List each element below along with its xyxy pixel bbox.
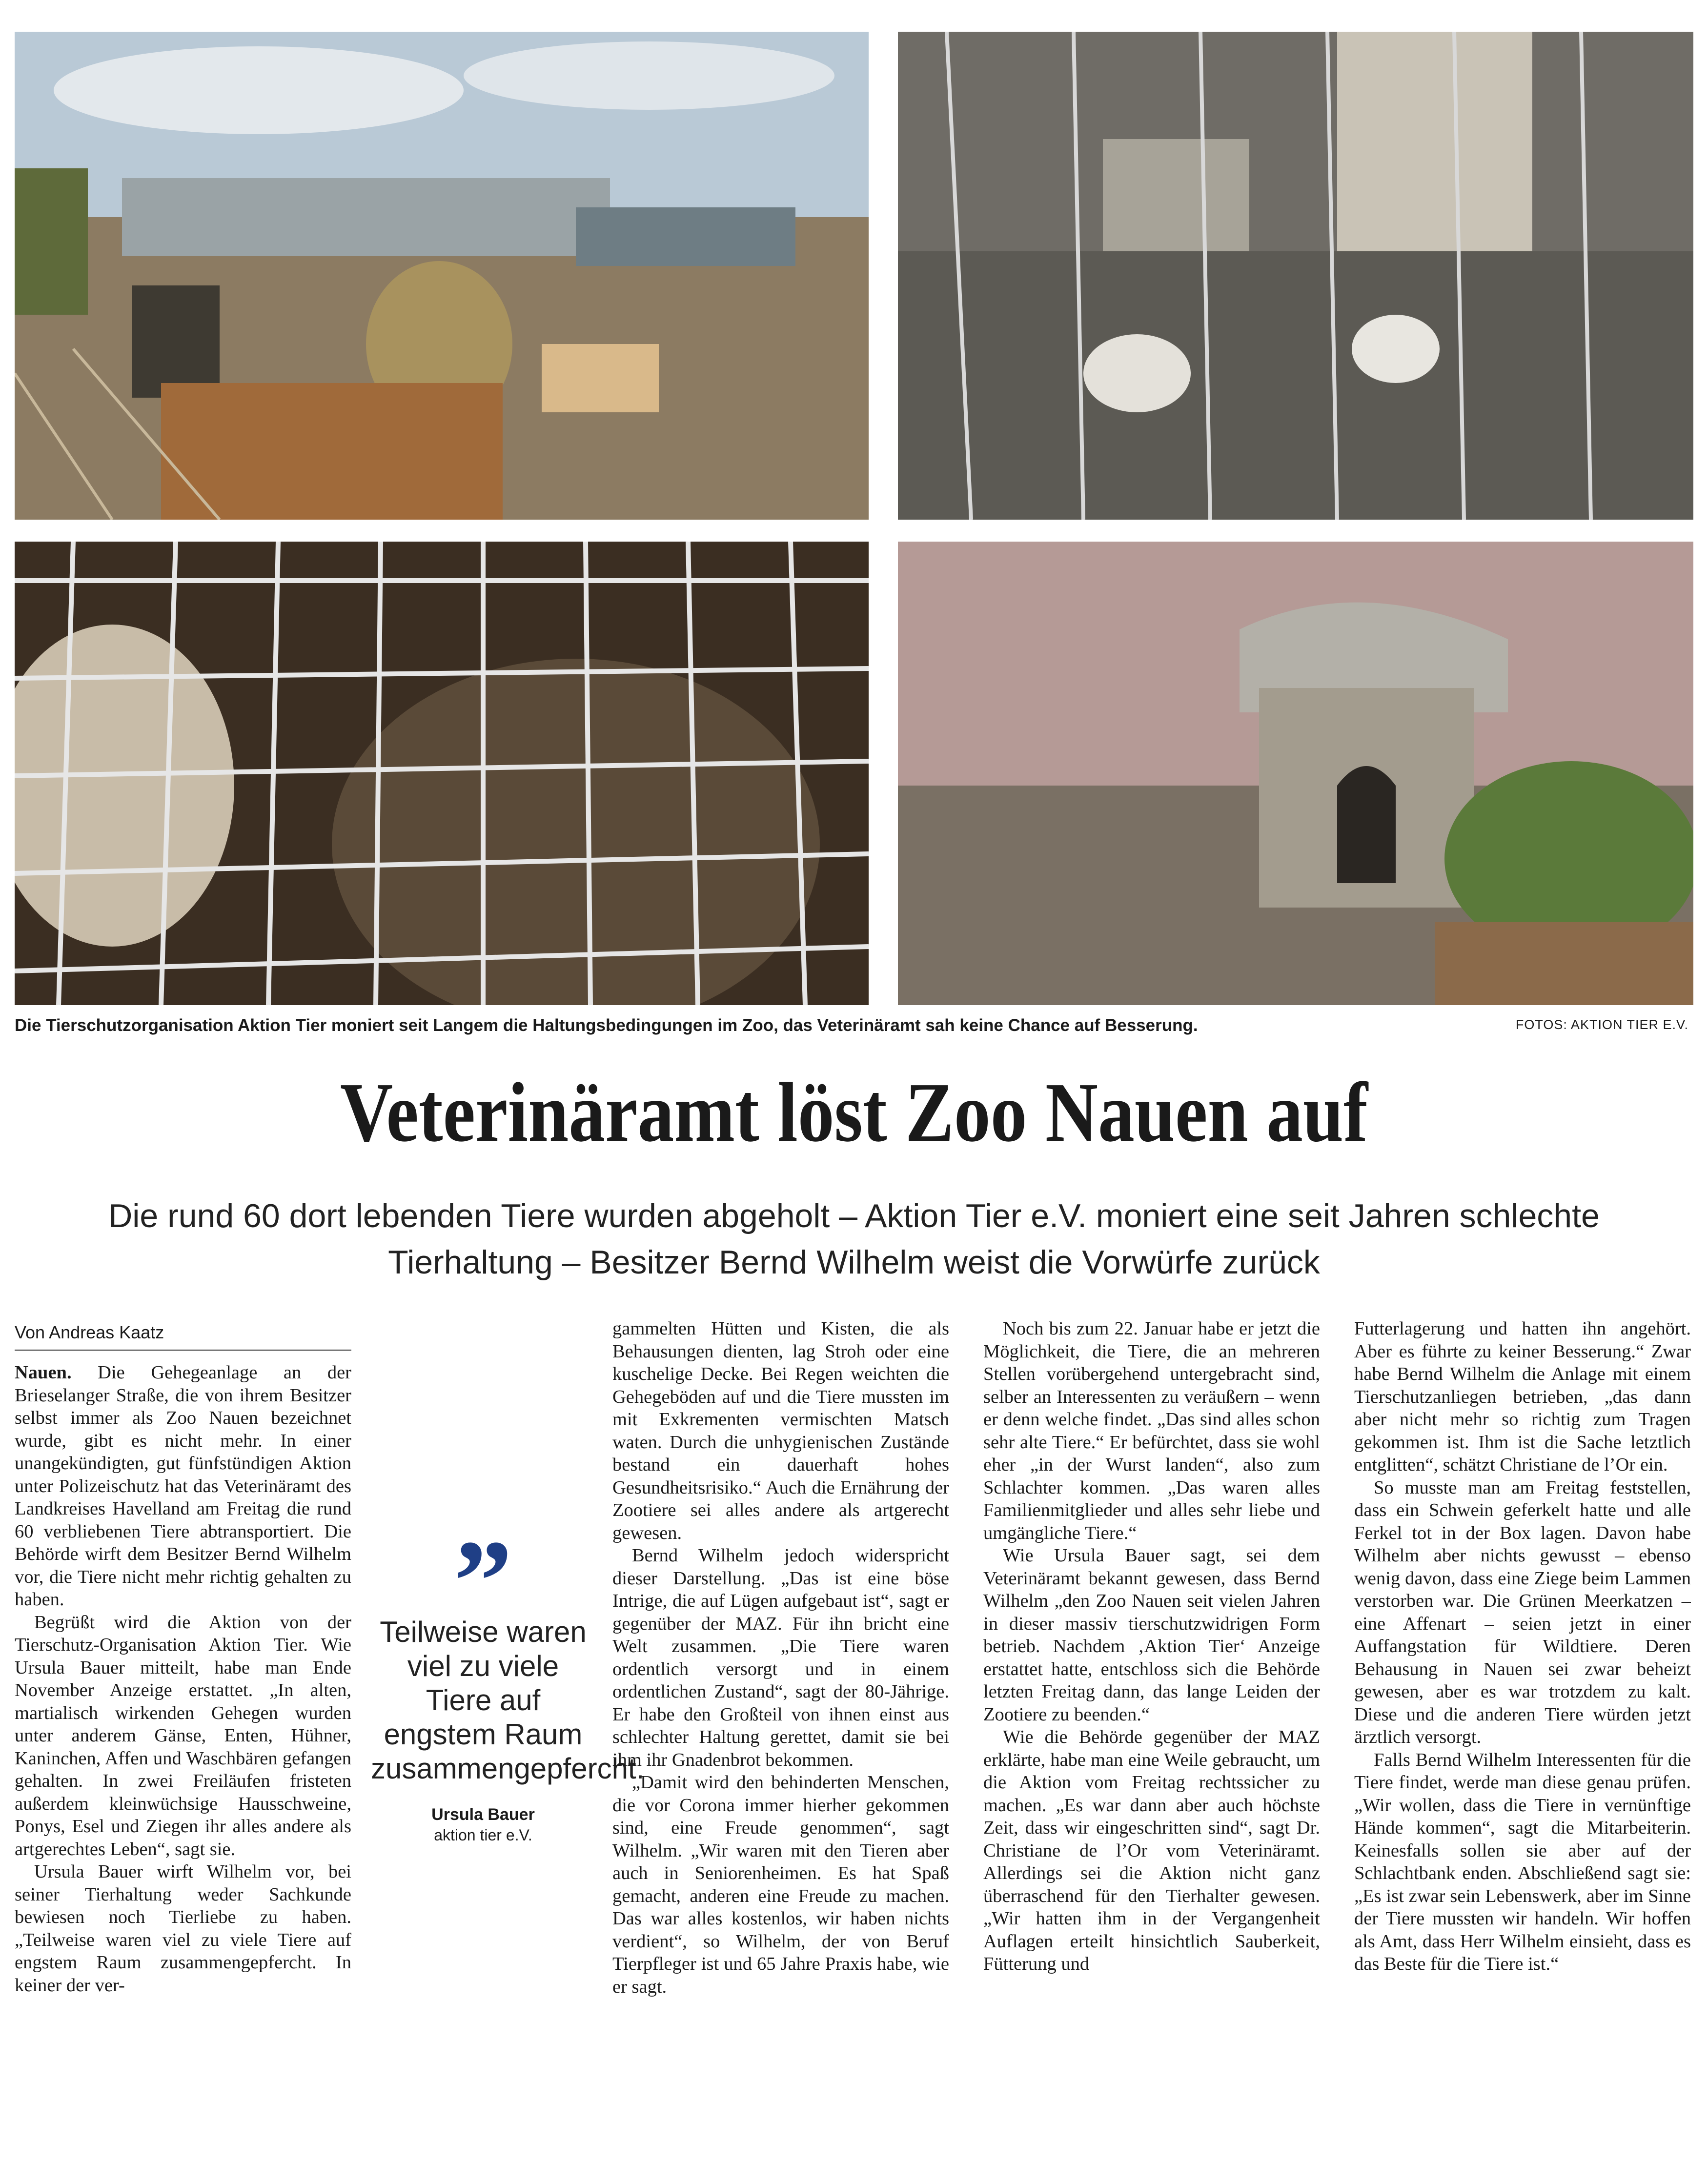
dateline: Nauen. [15, 1362, 72, 1383]
headline: Veterinäramt löst Zoo Nauen auf [340, 1065, 1368, 1159]
photo-credit: FOTOS: AKTION TIER E.V. [1515, 1017, 1688, 1032]
quote-mark-icon: ” [454, 1516, 512, 1646]
paragraph: gammelten Hütten und Kisten, die als Behausungen dienten, lag Stroh oder eine kuschelige Decke. Bei Regen weichten die Gehegeböden auf und die Tiere mussten im mit Exkrementen vermischten Matsch waten. Durch die unhygienischen Zustände bestand ein dauerhaft hohes Gesundheitsrisiko.“ Auch die Ernährung der Zootiere sei alles andere als artgerecht gewesen. [612, 1318, 949, 1543]
photo-animal-hut [898, 542, 1693, 1005]
photo-monkey-cage [15, 542, 869, 1005]
subheadline: Die rund 60 dort lebenden Tiere wurden abgeholt – Aktion Tier e.V. moniert eine seit Jahren schlechte Tierhaltung – Besitzer Bernd Wilhelm weist die Vorwürfe zurück [108, 1197, 1600, 1281]
paragraph: So musste man am Freitag feststellen, dass ein Schwein geferkelt hatte und alle Ferkel tot in der Box lagen. Davon habe Wilhelm aber nichts gewusst – ebenso wenig davon, dass eine Ziege beim Lammen verstorben war. Die Grünen Meerkatzen – eine Affenart – seien jetzt in einer Auffangstation für Wildtiere. Deren Behausung in Nauen sei zwar beheizt gewesen, aber es war trotzdem zu kalt. Diese und die anderen Tiere würden jetzt ärztlich versorgt. [1354, 1477, 1691, 1747]
quote-text: Teilweise waren viel zu viele Tiere auf engstem Raum zusammengepfercht. [371, 1616, 645, 1785]
paragraph: Wie die Behörde gegenüber der MAZ erklärte, habe man eine Weile gebraucht, um die Aktion vom Freitag rechtssicher zu machen. „Es war dann aber auch höchste Zeit, dass wir eingeschritten sind“, sagt Dr. Christiane de l’Or vom Veterinäramt. Allerdings sei die Aktion nicht ganz überraschend für den Tierhalter gewesen. „Wir hatten ihm in der Vergangenheit Auflagen erteilt hinsichtlich Sauberkeit, Fütterung und [983, 1727, 1320, 1974]
article-column-4 [1354, 1317, 1691, 2157]
paragraph: Bernd Wilhelm jedoch widerspricht dieser Darstellung. „Das ist eine böse Intrige, die auf Lügen aufgebaut ist“, sagt er gegenüber der MAZ. Für ihn bricht eine Welt zusammen. „Die Tiere waren ordentlich versorgt und in einem ordentlichen Zustand“, sagt der 80-Jährige. Er habe den Großteil von ihnen einst aus schlechter Haltung gerettet, damit sie bei ihm ihr Gnadenbrot bekommen. [612, 1545, 949, 1770]
quote-organization: aktion tier e.V. [434, 1826, 532, 1844]
paragraph: Futterlagerung und hatten ihn angehört. Aber es führte zu keiner Besserung.“ Zwar habe Bernd Wilhelm die Anlage mit einem Tierschutzanliegen betrieben, „das dann aber nicht mehr so richtig zum Tragen gekommen ist. Ihm ist die Sache letztlich entglitten“, schätzt Christiane de l’Or ein. [1354, 1318, 1691, 1475]
paragraph: Falls Bernd Wilhelm Interessenten für die Tiere findet, werde man diese genau prüfen. „Wir wollen, dass die Tiere in vernünftige Hände kommen“, sagt die Mitarbeiterin. Keinesfalls sollen sie aber auf der Schlachtbank enden. Abschließend sagt sie: „Es ist zwar sein Lebenswerk, aber im Sinne der Tiere mussten wir handeln. Wir hoffen als Amt, dass Herr Wilhelm einsieht, dass es das Beste für die Tiere ist.“ [1354, 1749, 1691, 1974]
photo-caption: Die Tierschutzorganisation Aktion Tier moniert seit Langem die Haltungsbedingungen im Zoo, das Veterinäramt sah keine Chance auf Besserung. [15, 1016, 1198, 1035]
photo-geese-enclosure [898, 32, 1693, 520]
paragraph: Wie Ursula Bauer sagt, sei dem Veterinäramt bekannt gewesen, dass Bernd Wilhelm „den Zoo Nauen seit vielen Jahren in dieser massiv tierschutzwidrigen Form betrieb. Nachdem ‚Aktion Tier‘ Anzeige erstattet hatte, entschloss sich die Behörde letzten Freitag dann, das lange Leiden der Zootiere zu beenden.“ [983, 1545, 1320, 1725]
paragraph: Ursula Bauer wirft Wilhelm vor, bei seiner Tierhaltung weder Sachkunde bewiesen noch Tierliebe zu haben. „Teilweise waren viel zu viele Tiere auf engstem Raum zusammengepfercht. In keiner der ver- [15, 1861, 351, 1996]
article-column-3 [983, 1317, 1320, 2157]
photo-ponies-enclosure [15, 32, 869, 520]
quote-author: Ursula Bauer [431, 1805, 535, 1824]
article-column-2 [612, 1317, 949, 2157]
article-column-1 [15, 1361, 351, 2157]
paragraph: Die Gehegeanlage an der Brieselanger Straße, die von ihrem Besitzer selbst immer als Zoo Nauen bezeichnet wurde, gibt es nicht mehr. In einer unangekündigten, gut fünfstündigen Aktion unter Polizeischutz hat das Veterinäramt des Landkreises Havelland am Freitag die rund 60 verbliebenen Tiere abtransportiert. Die Behörde wirft dem Besitzer Bernd Wilhelm vor, die Tiere nicht mehr richtig gehalten zu haben. [15, 1362, 351, 1610]
paragraph: Noch bis zum 22. Januar habe er jetzt die Möglichkeit, die Tiere, die an mehreren Stellen vorübergehend untergebracht sind, selber an Interessenten zu veräußern – wenn er denn welche findet. „Das sind alles schon sehr alte Tiere.“ Er befürchtet, dass sie wohl eher „in der Wurst landen“, also zum Schlachter kommen. „Das waren alles Familienmitglieder und alles sehr liebe und umgängliche Tiere.“ [983, 1318, 1320, 1543]
pull-quote [371, 1516, 645, 1844]
paragraph: „Damit wird den behinderten Menschen, die vor Corona immer hierher gekommen sind, eine Freude genommen“, sagt Wilhelm. „Wir waren mit den Tieren aber auch in Seniorenheimen. Es hat Spaß gemacht, anderen eine Freude zu machen. Das war alles kostenlos, wir haben nichts verdient“, so Wilhelm, der von Beruf Tierpfleger ist und 65 Jahre Praxis habe, wie er sagt. [612, 1772, 949, 1997]
paragraph: Begrüßt wird die Aktion von der Tierschutz-Organisation Aktion Tier. Wie Ursula Bauer mitteilt, habe man Ende November Anzeige erstattet. „In alten, martialisch wirkenden Gehegen wurden unter anderem Gänse, Enten, Hühner, Kaninchen, Affen und Waschbären gefangen gehalten. In zwei Freiläufen fristeten außerdem kleinwüchsige Hausschweine, Ponys, Esel und Ziegen ihr alles andere als artgerechtes Leben“, sagt sie. [15, 1612, 351, 1859]
byline: Von Andreas Kaatz [15, 1322, 351, 1351]
